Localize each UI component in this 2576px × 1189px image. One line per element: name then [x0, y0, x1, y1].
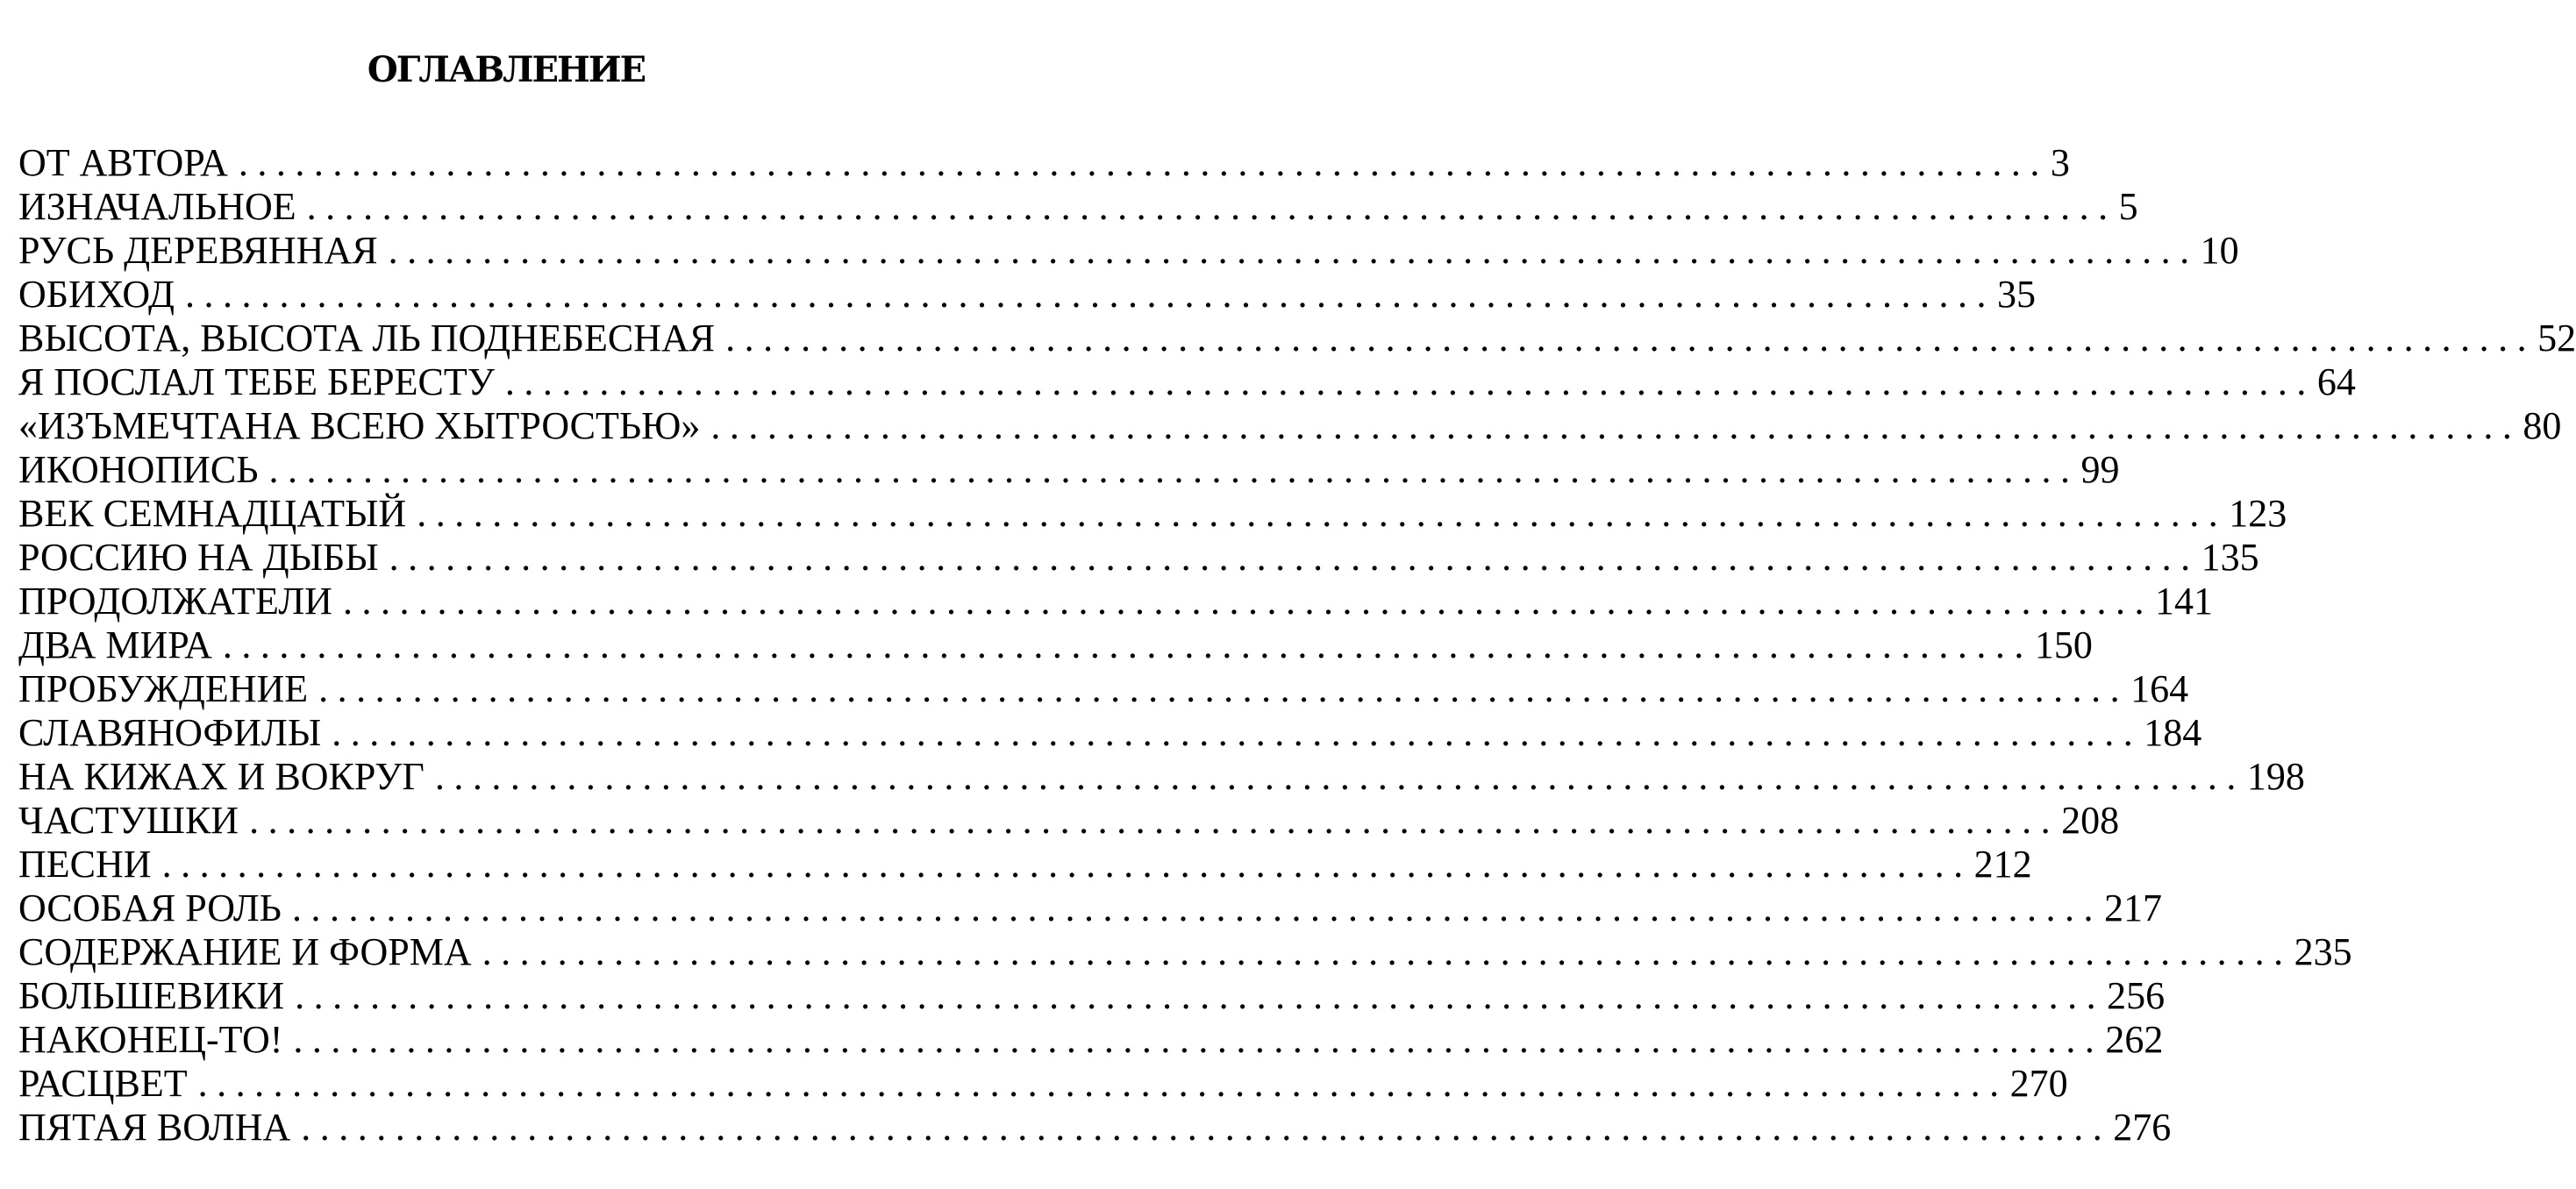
- toc-entry-page-number: 212: [1973, 843, 2032, 886]
- toc-entry-title: ОСОБАЯ РОЛЬ: [18, 886, 282, 929]
- dot-leader: ................................................................................................: [161, 843, 1973, 886]
- toc-entry-title: НА КИЖАХ И ВОКРУГ: [18, 755, 425, 798]
- toc-entry: [18, 492, 2287, 536]
- toc-entry-page-number: 198: [2246, 755, 2305, 798]
- toc-entry-page-number: 276: [2113, 1106, 2172, 1149]
- toc-entry: [18, 974, 2166, 1018]
- dot-leader: ................................................................................................: [291, 886, 2102, 929]
- toc-entry-title: РАСЦВЕТ: [18, 1062, 188, 1105]
- toc-entry: [18, 1018, 2164, 1062]
- dot-leader: ................................................................................................: [222, 623, 2033, 666]
- toc-entry-title: СЛАВЯНОФИЛЫ: [18, 711, 322, 754]
- toc-entry-title: ОТ АВТОРА: [18, 141, 228, 184]
- toc-entry-page-number: 217: [2103, 886, 2162, 929]
- dot-leader: ................................................................................................: [318, 667, 2130, 710]
- toc-entry: [18, 886, 2162, 930]
- toc-entry: [18, 623, 2093, 667]
- toc-entry: [18, 843, 2032, 886]
- dot-leader: ................................................................................................: [388, 229, 2199, 272]
- toc-entry-title: ИКОНОПИСЬ: [18, 448, 259, 491]
- toc-entry-page-number: 262: [2105, 1018, 2164, 1061]
- dot-leader: ................................................................................................: [332, 711, 2143, 754]
- dot-leader: ................................................................................................: [184, 273, 1995, 316]
- toc-entry: [18, 273, 2036, 317]
- toc-entry: [18, 360, 2356, 404]
- toc-entry-page-number: 256: [2107, 974, 2166, 1017]
- toc-entry-page-number: 99: [2080, 448, 2120, 491]
- toc-entry-title: «ИЗЪМЕЧТАНА ВСЕЮ ХЫТРОСТЬЮ»: [18, 404, 701, 447]
- toc-entry-title: Я ПОСЛАЛ ТЕБЕ БЕРЕСТУ: [18, 360, 495, 403]
- toc-entry-title: ПЕСНИ: [18, 843, 152, 886]
- toc-entry: [18, 711, 2202, 755]
- toc-entry: [18, 448, 2120, 492]
- toc-entry: [18, 667, 2189, 711]
- toc-entry-title: БОЛЬШЕВИКИ: [18, 974, 285, 1017]
- table-of-contents: [18, 141, 2576, 1150]
- toc-entry: [18, 755, 2305, 799]
- toc-entry-page-number: 270: [2009, 1062, 2068, 1105]
- toc-entry: [18, 404, 2562, 448]
- toc-entry-title: ЧАСТУШКИ: [18, 799, 239, 842]
- toc-entry: [18, 1062, 2068, 1106]
- toc-entry-page-number: 123: [2229, 492, 2287, 535]
- dot-leader: ................................................................................................: [293, 1018, 2104, 1061]
- toc-entry-page-number: 10: [2200, 229, 2239, 272]
- toc-entry-page-number: 141: [2154, 580, 2213, 623]
- toc-entry: [18, 141, 2070, 185]
- dot-leader: ................................................................................................: [238, 141, 2049, 184]
- toc-entry: [18, 317, 2576, 360]
- toc-entry-title: ДВА МИРА: [18, 623, 212, 666]
- dot-leader: ................................................................................................: [482, 930, 2293, 973]
- dot-leader: ................................................................................................: [249, 799, 2060, 842]
- toc-entry: [18, 1106, 2172, 1150]
- dot-leader: ................................................................................................: [295, 974, 2106, 1017]
- page-title: ОГЛАВЛЕНИЕ: [367, 49, 646, 90]
- toc-entry-page-number: 35: [1996, 273, 2036, 316]
- toc-entry-page-number: 235: [2294, 930, 2352, 973]
- dot-leader: ................................................................................................: [504, 360, 2316, 403]
- toc-entry-page-number: 80: [2522, 404, 2562, 447]
- toc-entry-page-number: 5: [2118, 185, 2138, 228]
- dot-leader: ................................................................................................: [306, 185, 2117, 228]
- toc-entry-page-number: 64: [2316, 360, 2356, 403]
- toc-entry: [18, 930, 2352, 974]
- dot-leader: ................................................................................................: [710, 404, 2522, 447]
- toc-entry-title: НАКОНЕЦ-ТО!: [18, 1018, 283, 1061]
- toc-entry-title: ВЫСОТА, ВЫСОТА ЛЬ ПОДНЕБЕСНАЯ: [18, 317, 716, 360]
- dot-leader: ................................................................................................: [197, 1062, 2009, 1105]
- dot-leader: ................................................................................................: [268, 448, 2080, 491]
- toc-entry-page-number: 150: [2034, 623, 2093, 666]
- toc-entry-page-number: 208: [2061, 799, 2120, 842]
- toc-entry-title: СОДЕРЖАНИЕ И ФОРМА: [18, 930, 472, 973]
- toc-entry: [18, 229, 2239, 273]
- toc-entry: [18, 185, 2138, 229]
- dot-leader: ................................................................................................: [434, 755, 2245, 798]
- toc-entry-title: ПРОБУЖДЕНИЕ: [18, 667, 309, 710]
- toc-entry-page-number: 3: [2050, 141, 2070, 184]
- toc-entry-title: РОССИЮ НА ДЫБЫ: [18, 536, 379, 579]
- toc-entry-title: ВЕК СЕМНАДЦАТЫЙ: [18, 492, 407, 535]
- toc-entry-title: ПРОДОЛЖАТЕЛИ: [18, 580, 332, 623]
- toc-entry: [18, 580, 2213, 623]
- toc-entry-page-number: 52: [2537, 317, 2576, 360]
- toc-entry-title: ОБИХОД: [18, 273, 175, 316]
- dot-leader: ................................................................................................: [725, 317, 2537, 360]
- dot-leader: ................................................................................................: [301, 1106, 2112, 1149]
- toc-entry-title: ИЗНАЧАЛЬНОЕ: [18, 185, 296, 228]
- toc-entry-page-number: 164: [2130, 667, 2189, 710]
- toc-entry: [18, 536, 2259, 580]
- toc-entry-page-number: 135: [2201, 536, 2259, 579]
- toc-entry-title: ПЯТАЯ ВОЛНА: [18, 1106, 291, 1149]
- dot-leader: ................................................................................................: [389, 536, 2200, 579]
- dot-leader: ................................................................................................: [342, 580, 2153, 623]
- toc-entry-title: РУСЬ ДЕРЕВЯННАЯ: [18, 229, 378, 272]
- toc-entry: [18, 799, 2120, 843]
- dot-leader: ................................................................................................: [417, 492, 2228, 535]
- toc-entry-page-number: 184: [2144, 711, 2202, 754]
